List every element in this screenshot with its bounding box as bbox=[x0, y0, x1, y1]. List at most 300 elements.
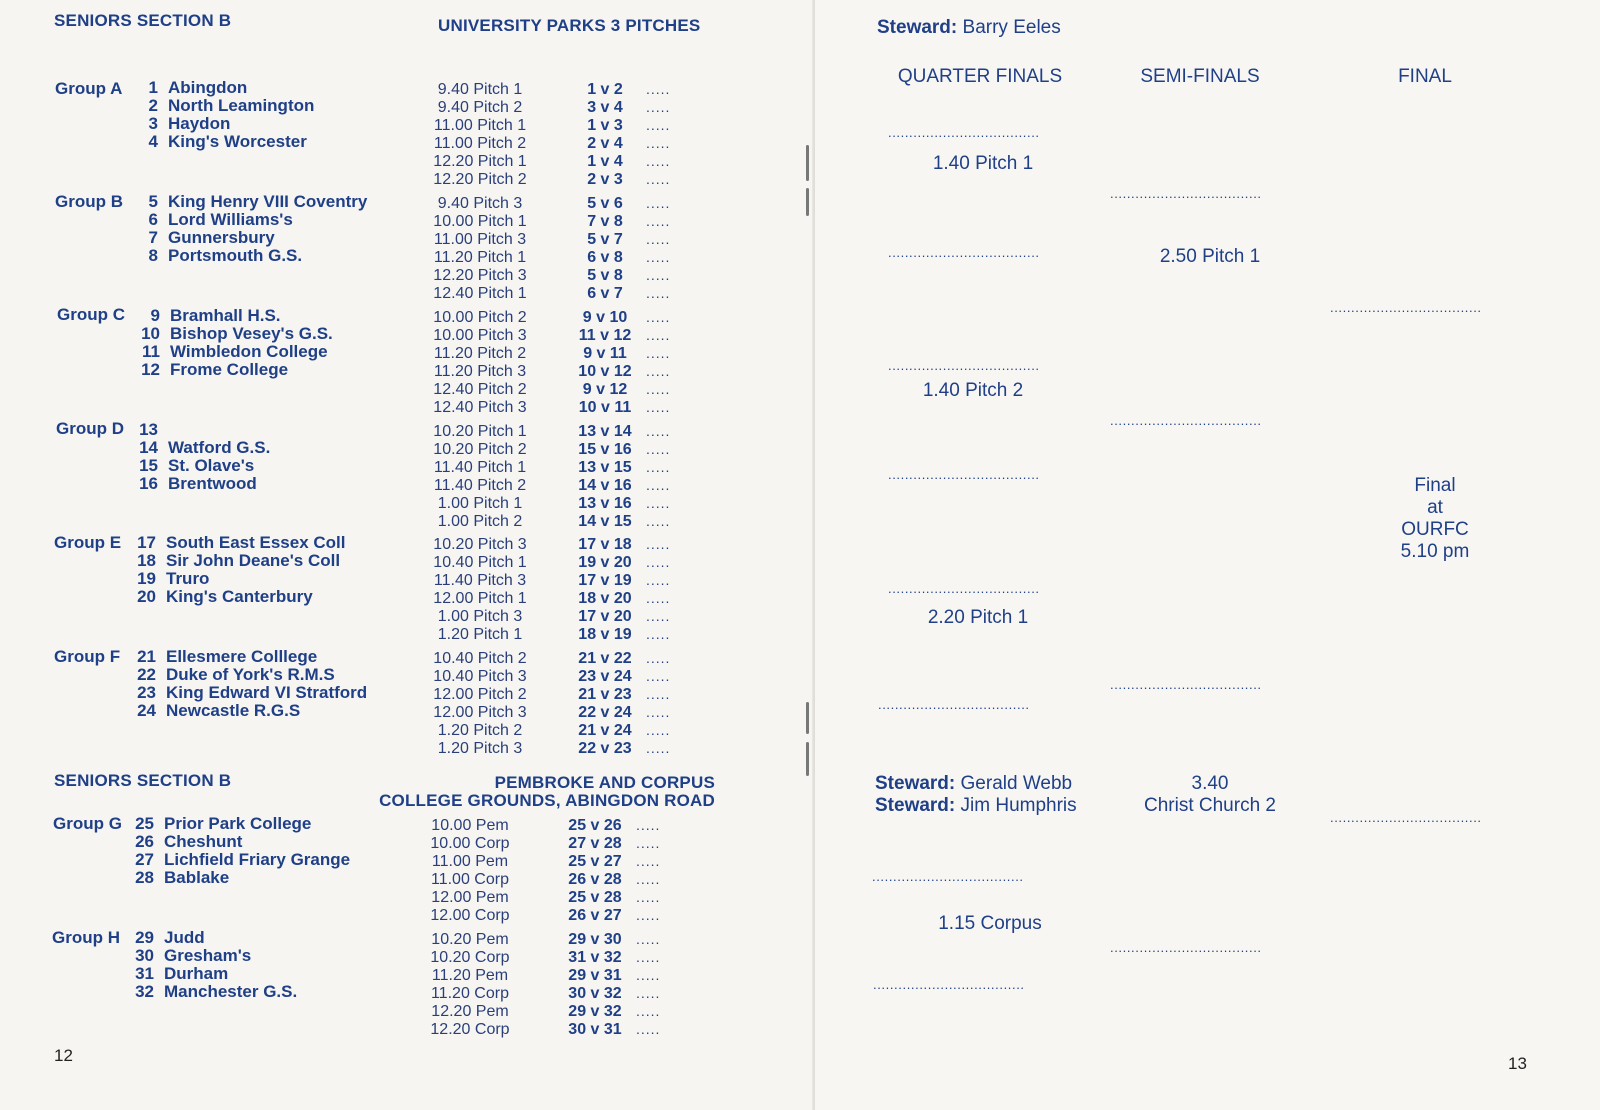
steward-3 bbox=[875, 795, 1077, 817]
team-number: 1 bbox=[148, 78, 158, 97]
result-dots: ..... bbox=[636, 931, 661, 947]
team-row bbox=[132, 929, 297, 947]
fixture-list bbox=[390, 649, 700, 757]
fixture-row bbox=[380, 906, 690, 924]
team-row bbox=[134, 702, 367, 720]
result-dots: ..... bbox=[646, 536, 671, 552]
fixture-time: 10.40 Pitch 3 bbox=[433, 668, 527, 685]
fixture-time: 12.40 Pitch 2 bbox=[433, 381, 527, 398]
result-dots: ..... bbox=[646, 608, 671, 624]
venue-title: UNIVERSITY PARKS 3 PITCHES bbox=[438, 16, 701, 35]
sf-slot-2-time: 3.40 bbox=[1191, 773, 1229, 794]
result-dots: ..... bbox=[646, 195, 671, 211]
fixture-time: 11.20 Corp bbox=[431, 985, 509, 1002]
team-name: St. Olave's bbox=[168, 456, 255, 475]
team-name: Frome College bbox=[170, 360, 289, 379]
team-name: Truro bbox=[166, 569, 210, 588]
team-name: Newcastle R.G.S bbox=[166, 701, 301, 720]
fixture-row bbox=[390, 535, 700, 553]
final-entry-line: .................................... bbox=[1330, 810, 1482, 825]
fixture-row bbox=[390, 362, 700, 380]
team-number: 12 bbox=[141, 360, 160, 379]
team-number: 6 bbox=[148, 210, 158, 229]
result-dots: ..... bbox=[636, 967, 661, 983]
qf-slot-1: 1.40 Pitch 1 bbox=[932, 153, 1034, 174]
fixture-match: 17 v 20 bbox=[578, 608, 632, 625]
fixture-time: 10.00 Pitch 3 bbox=[433, 327, 527, 344]
sf-entry-line: .................................... bbox=[1110, 940, 1262, 955]
final-note-line: 5.10 pm bbox=[1400, 541, 1470, 562]
fixture-time: 10.20 Pitch 1 bbox=[433, 423, 527, 440]
fixture-time: 10.00 Corp bbox=[430, 835, 510, 852]
result-dots: ..... bbox=[646, 572, 671, 588]
staple-mark bbox=[806, 702, 809, 734]
result-dots: ..... bbox=[646, 740, 671, 756]
staple-mark bbox=[806, 145, 809, 181]
fixture-match: 9 v 12 bbox=[582, 381, 628, 398]
fixture-match: 29 v 32 bbox=[568, 1003, 622, 1020]
fixture-row bbox=[390, 152, 700, 170]
qf-entry-line: .................................... bbox=[873, 977, 1025, 992]
fixture-match: 17 v 18 bbox=[578, 536, 632, 553]
fixture-match: 13 v 15 bbox=[578, 459, 632, 476]
steward-label: Steward: bbox=[877, 17, 958, 38]
result-dots: ..... bbox=[646, 309, 671, 325]
fixture-match: 2 v 3 bbox=[587, 171, 623, 188]
team-number: 2 bbox=[148, 96, 158, 115]
result-dots: ..... bbox=[636, 835, 661, 851]
team-row bbox=[136, 229, 367, 247]
section-title: SENIORS SECTION B bbox=[54, 11, 232, 30]
team-number: 8 bbox=[148, 246, 158, 265]
team-number: 20 bbox=[137, 587, 156, 606]
fixture-row bbox=[380, 1020, 690, 1038]
team-name: King's Worcester bbox=[168, 132, 307, 151]
fixture-row bbox=[390, 589, 700, 607]
fixture-time: 11.20 Pitch 2 bbox=[433, 345, 527, 362]
team-number: 24 bbox=[137, 701, 156, 720]
team-number: 27 bbox=[135, 850, 154, 869]
fixture-match: 3 v 4 bbox=[587, 99, 623, 116]
fixture-match: 1 v 2 bbox=[587, 81, 623, 98]
team-row bbox=[132, 983, 297, 1001]
team-name: Watford G.S. bbox=[168, 438, 271, 457]
team-name: Wimbledon College bbox=[170, 342, 328, 361]
fixture-row bbox=[390, 398, 700, 416]
fixture-time: 1.00 Pitch 3 bbox=[437, 608, 523, 625]
team-name: King Henry VIII Coventry bbox=[168, 192, 368, 211]
fixture-match: 30 v 32 bbox=[568, 985, 622, 1002]
fixture-time: 9.40 Pitch 2 bbox=[437, 99, 523, 116]
fixture-match: 26 v 28 bbox=[568, 871, 622, 888]
team-name: Sir John Deane's Coll bbox=[166, 551, 341, 570]
team-number: 9 bbox=[150, 306, 160, 325]
result-dots: ..... bbox=[646, 495, 671, 511]
fixture-match: 10 v 12 bbox=[578, 363, 632, 380]
team-row bbox=[138, 361, 333, 379]
fixture-match: 13 v 16 bbox=[578, 495, 632, 512]
result-dots: ..... bbox=[646, 704, 671, 720]
fixture-row bbox=[390, 458, 700, 476]
fixture-list bbox=[380, 930, 690, 1038]
fixture-list bbox=[390, 422, 700, 530]
fixture-row bbox=[390, 685, 700, 703]
fixture-match: 22 v 24 bbox=[578, 704, 632, 721]
fixture-match: 10 v 11 bbox=[578, 399, 632, 416]
team-list bbox=[134, 534, 346, 606]
steward-name: Barry Eeles bbox=[962, 17, 1061, 38]
sf-slot-1: 2.50 Pitch 1 bbox=[1159, 246, 1261, 267]
result-dots: ..... bbox=[646, 345, 671, 361]
fixture-row bbox=[390, 607, 700, 625]
fixture-match: 26 v 27 bbox=[568, 907, 622, 924]
heading-quarter-finals: QUARTER FINALS bbox=[897, 66, 1063, 87]
team-row bbox=[136, 211, 367, 229]
result-dots: ..... bbox=[646, 381, 671, 397]
steward-name: Gerald Webb bbox=[960, 773, 1073, 794]
team-row bbox=[136, 421, 270, 439]
group-label: Group E bbox=[54, 533, 122, 552]
fixture-row bbox=[390, 703, 700, 721]
fixture-row bbox=[390, 212, 700, 230]
result-dots: ..... bbox=[636, 907, 661, 923]
team-name: South East Essex Coll bbox=[166, 533, 346, 552]
team-row bbox=[136, 133, 314, 151]
fixture-row bbox=[390, 571, 700, 589]
fixture-row bbox=[380, 984, 690, 1002]
team-number: 5 bbox=[148, 192, 158, 211]
result-dots: ..... bbox=[646, 81, 671, 97]
team-number: 30 bbox=[135, 946, 154, 965]
team-number: 15 bbox=[139, 456, 158, 475]
team-name: Portsmouth G.S. bbox=[168, 246, 303, 265]
fixture-time: 10.20 Pitch 3 bbox=[433, 536, 527, 553]
team-number: 11 bbox=[142, 342, 160, 361]
team-number: 3 bbox=[148, 114, 158, 133]
result-dots: ..... bbox=[646, 399, 671, 415]
fixture-list bbox=[390, 535, 700, 643]
staple-mark bbox=[806, 742, 809, 776]
right-page bbox=[815, 0, 1600, 1110]
fixture-row bbox=[390, 344, 700, 362]
team-row bbox=[136, 115, 314, 133]
fixture-row bbox=[390, 98, 700, 116]
result-dots: ..... bbox=[636, 889, 661, 905]
fixture-row bbox=[390, 422, 700, 440]
fixture-time: 12.00 Pitch 1 bbox=[433, 590, 527, 607]
fixture-row bbox=[390, 266, 700, 284]
team-name: Lichfield Friary Grange bbox=[164, 850, 351, 869]
fixture-time: 1.20 Pitch 3 bbox=[437, 740, 523, 757]
group-label: Group C bbox=[57, 305, 125, 324]
result-dots: ..... bbox=[646, 722, 671, 738]
fixture-time: 1.00 Pitch 1 bbox=[437, 495, 523, 512]
heading-semi-finals: SEMI-FINALS bbox=[1140, 66, 1260, 87]
fixture-row bbox=[390, 116, 700, 134]
result-dots: ..... bbox=[636, 817, 661, 833]
group-label: Group H bbox=[52, 928, 120, 947]
fixture-list bbox=[390, 308, 700, 416]
section2-title: SENIORS SECTION B bbox=[54, 771, 232, 790]
venue2-line1: PEMBROKE AND CORPUS bbox=[494, 773, 715, 792]
team-number: 7 bbox=[148, 228, 158, 247]
result-dots: ..... bbox=[636, 985, 661, 1001]
result-dots: ..... bbox=[646, 650, 671, 666]
team-name: Cheshunt bbox=[164, 832, 243, 851]
team-list bbox=[136, 79, 314, 151]
team-name: Judd bbox=[164, 928, 205, 947]
fixture-row bbox=[380, 930, 690, 948]
fixture-time: 12.20 Pitch 2 bbox=[433, 171, 527, 188]
fixture-match: 5 v 6 bbox=[587, 195, 623, 212]
result-dots: ..... bbox=[646, 135, 671, 151]
fixture-time: 12.40 Pitch 3 bbox=[433, 399, 527, 416]
fixture-match: 7 v 8 bbox=[587, 213, 623, 230]
team-number: 19 bbox=[137, 569, 156, 588]
team-number: 18 bbox=[137, 551, 156, 570]
group-label: Group D bbox=[56, 419, 124, 438]
fixture-row bbox=[390, 649, 700, 667]
team-list bbox=[136, 193, 367, 265]
result-dots: ..... bbox=[646, 477, 671, 493]
fixture-row bbox=[380, 966, 690, 984]
fixture-row bbox=[390, 380, 700, 398]
fixture-match: 17 v 19 bbox=[578, 572, 632, 589]
steward-label: Steward: bbox=[875, 773, 956, 794]
team-name: Prior Park College bbox=[164, 814, 312, 833]
team-row bbox=[134, 570, 346, 588]
result-dots: ..... bbox=[646, 668, 671, 684]
fixture-row bbox=[390, 512, 700, 530]
fixture-time: 11.20 Pitch 1 bbox=[433, 249, 527, 266]
fixture-row bbox=[390, 476, 700, 494]
team-name: Bramhall H.S. bbox=[170, 306, 281, 325]
fixture-match: 27 v 28 bbox=[568, 835, 622, 852]
fixture-time: 10.20 Pem bbox=[431, 931, 509, 948]
qf-entry-line: .................................... bbox=[888, 125, 1040, 140]
team-name: Haydon bbox=[168, 114, 231, 133]
team-name: Lord Williams's bbox=[168, 210, 293, 229]
fixture-time: 11.00 Pitch 3 bbox=[433, 231, 527, 248]
team-row bbox=[136, 193, 367, 211]
team-name: Manchester G.S. bbox=[164, 982, 298, 1001]
team-row bbox=[134, 666, 367, 684]
qf-slot-2: 1.40 Pitch 2 bbox=[922, 380, 1024, 401]
fixture-row bbox=[380, 1002, 690, 1020]
final-note-line: Final bbox=[1414, 475, 1456, 496]
team-row bbox=[138, 325, 333, 343]
result-dots: ..... bbox=[646, 231, 671, 247]
page-number-left: 12 bbox=[54, 1046, 73, 1065]
sf-slot-2-venue: Christ Church 2 bbox=[1144, 795, 1276, 816]
fixture-time: 1.00 Pitch 2 bbox=[437, 513, 523, 530]
result-dots: ..... bbox=[646, 213, 671, 229]
fixture-time: 11.00 Pem bbox=[431, 853, 509, 870]
fixture-row bbox=[390, 625, 700, 643]
final-venue-note bbox=[1375, 475, 1495, 563]
fixture-match: 18 v 19 bbox=[578, 626, 632, 643]
fixture-match: 1 v 3 bbox=[587, 117, 623, 134]
staple-mark bbox=[806, 188, 809, 216]
fixture-row bbox=[390, 440, 700, 458]
fixture-row bbox=[390, 553, 700, 571]
fixture-row bbox=[380, 852, 690, 870]
fixture-row bbox=[390, 494, 700, 512]
team-row bbox=[136, 97, 314, 115]
result-dots: ..... bbox=[646, 554, 671, 570]
team-list bbox=[134, 648, 367, 720]
fixture-time: 12.00 Pitch 2 bbox=[433, 686, 527, 703]
fixture-time: 12.40 Pitch 1 bbox=[433, 285, 527, 302]
page-number-right: 13 bbox=[1508, 1054, 1527, 1073]
result-dots: ..... bbox=[646, 117, 671, 133]
steward-label: Steward: bbox=[875, 795, 956, 816]
fixture-row bbox=[380, 834, 690, 852]
fixture-match: 6 v 7 bbox=[587, 285, 623, 302]
fixture-row bbox=[380, 948, 690, 966]
fixture-time: 12.00 Pem bbox=[431, 889, 509, 906]
fixture-time: 10.20 Corp bbox=[430, 949, 510, 966]
fixture-match: 21 v 22 bbox=[578, 650, 632, 667]
fixture-match: 14 v 16 bbox=[578, 477, 632, 494]
result-dots: ..... bbox=[646, 171, 671, 187]
fixture-match: 21 v 24 bbox=[578, 722, 632, 739]
fixture-row bbox=[390, 284, 700, 302]
team-row bbox=[132, 947, 297, 965]
result-dots: ..... bbox=[646, 285, 671, 301]
steward-name: Jim Humphris bbox=[960, 795, 1077, 816]
qf-entry-line: .................................... bbox=[878, 697, 1030, 712]
fixture-match: 25 v 26 bbox=[568, 817, 622, 834]
team-name: Gunnersbury bbox=[168, 228, 275, 247]
fixture-match: 23 v 24 bbox=[578, 668, 632, 685]
team-number: 29 bbox=[135, 928, 154, 947]
team-row bbox=[136, 475, 270, 493]
team-name: Bablake bbox=[164, 868, 230, 887]
team-number: 4 bbox=[148, 132, 158, 151]
fixture-time: 11.40 Pitch 3 bbox=[433, 572, 527, 589]
result-dots: ..... bbox=[646, 459, 671, 475]
team-number: 17 bbox=[137, 533, 156, 552]
result-dots: ..... bbox=[636, 1003, 661, 1019]
fixture-match: 31 v 32 bbox=[568, 949, 622, 966]
fixture-row bbox=[390, 194, 700, 212]
result-dots: ..... bbox=[646, 590, 671, 606]
fixture-time: 10.20 Pitch 2 bbox=[433, 441, 527, 458]
fixture-time: 11.00 Corp bbox=[431, 871, 509, 888]
team-name: Ellesmere Colllege bbox=[166, 647, 318, 666]
fixture-time: 12.20 Corp bbox=[430, 1021, 510, 1038]
result-dots: ..... bbox=[646, 363, 671, 379]
team-list bbox=[132, 815, 350, 887]
qf-entry-line: .................................... bbox=[888, 467, 1040, 482]
team-row bbox=[138, 307, 333, 325]
fixture-time: 11.00 Pitch 1 bbox=[433, 117, 527, 134]
team-name: King Edward VI Stratford bbox=[166, 683, 368, 702]
fixture-match: 30 v 31 bbox=[568, 1021, 622, 1038]
fixture-time: 10.40 Pitch 1 bbox=[433, 554, 527, 571]
fixture-match: 5 v 8 bbox=[587, 267, 623, 284]
team-row bbox=[132, 869, 350, 887]
team-number: 14 bbox=[139, 438, 158, 457]
fixture-time: 12.20 Pem bbox=[431, 1003, 509, 1020]
group-label: Group F bbox=[54, 647, 121, 666]
fixture-match: 21 v 23 bbox=[578, 686, 632, 703]
fixture-time: 9.40 Pitch 1 bbox=[437, 81, 523, 98]
result-dots: ..... bbox=[646, 99, 671, 115]
result-dots: ..... bbox=[646, 327, 671, 343]
fixture-time: 12.20 Pitch 1 bbox=[433, 153, 527, 170]
final-note-line: OURFC bbox=[1401, 519, 1469, 540]
fixture-row bbox=[390, 248, 700, 266]
fixture-row bbox=[390, 134, 700, 152]
team-list bbox=[136, 421, 270, 493]
result-dots: ..... bbox=[636, 853, 661, 869]
team-number: 31 bbox=[135, 964, 154, 983]
team-row bbox=[132, 965, 297, 983]
fixture-match: 15 v 16 bbox=[578, 441, 632, 458]
result-dots: ..... bbox=[646, 249, 671, 265]
fixture-row bbox=[390, 739, 700, 757]
team-row bbox=[134, 552, 346, 570]
fixture-row bbox=[390, 721, 700, 739]
result-dots: ..... bbox=[646, 686, 671, 702]
team-number: 13 bbox=[139, 420, 158, 439]
fixture-row bbox=[390, 308, 700, 326]
result-dots: ..... bbox=[646, 513, 671, 529]
team-number: 28 bbox=[135, 868, 154, 887]
team-row bbox=[138, 343, 333, 361]
fixture-match: 9 v 10 bbox=[582, 309, 628, 326]
fixture-row bbox=[390, 230, 700, 248]
fixture-list bbox=[390, 80, 700, 188]
team-row bbox=[136, 79, 314, 97]
fixture-time: 11.40 Pitch 2 bbox=[433, 477, 527, 494]
team-row bbox=[134, 588, 346, 606]
qf-slot-4: 1.15 Corpus bbox=[938, 913, 1042, 934]
group-label: Group A bbox=[55, 79, 123, 98]
fixture-match: 2 v 4 bbox=[587, 135, 623, 152]
result-dots: ..... bbox=[646, 626, 671, 642]
fixture-match: 25 v 28 bbox=[568, 889, 622, 906]
team-row bbox=[132, 833, 350, 851]
fixture-match: 11 v 12 bbox=[578, 327, 632, 344]
qf-entry-line: .................................... bbox=[872, 869, 1024, 884]
final-entry-line: .................................... bbox=[1330, 300, 1482, 315]
fixture-match: 9 v 11 bbox=[583, 345, 627, 362]
team-name: King's Canterbury bbox=[166, 587, 313, 606]
sf-entry-line: .................................... bbox=[1110, 186, 1262, 201]
fixture-time: 10.00 Pem bbox=[431, 817, 509, 834]
final-note-line: at bbox=[1427, 497, 1443, 518]
result-dots: ..... bbox=[636, 949, 661, 965]
fixture-match: 18 v 20 bbox=[578, 590, 632, 607]
fixture-list bbox=[390, 194, 700, 302]
fixture-match: 25 v 27 bbox=[568, 853, 622, 870]
team-name: Brentwood bbox=[168, 474, 257, 493]
team-list bbox=[138, 307, 333, 379]
fixture-time: 11.20 Pem bbox=[431, 967, 509, 984]
qf-entry-line: .................................... bbox=[888, 581, 1040, 596]
fixture-match: 19 v 20 bbox=[578, 554, 632, 571]
fixture-match: 6 v 8 bbox=[587, 249, 623, 266]
team-row bbox=[134, 648, 367, 666]
team-name: Bishop Vesey's G.S. bbox=[170, 324, 333, 343]
fixture-match: 13 v 14 bbox=[578, 423, 632, 440]
team-number: 32 bbox=[135, 982, 154, 1001]
fixture-row bbox=[390, 326, 700, 344]
steward-top bbox=[877, 17, 1061, 39]
